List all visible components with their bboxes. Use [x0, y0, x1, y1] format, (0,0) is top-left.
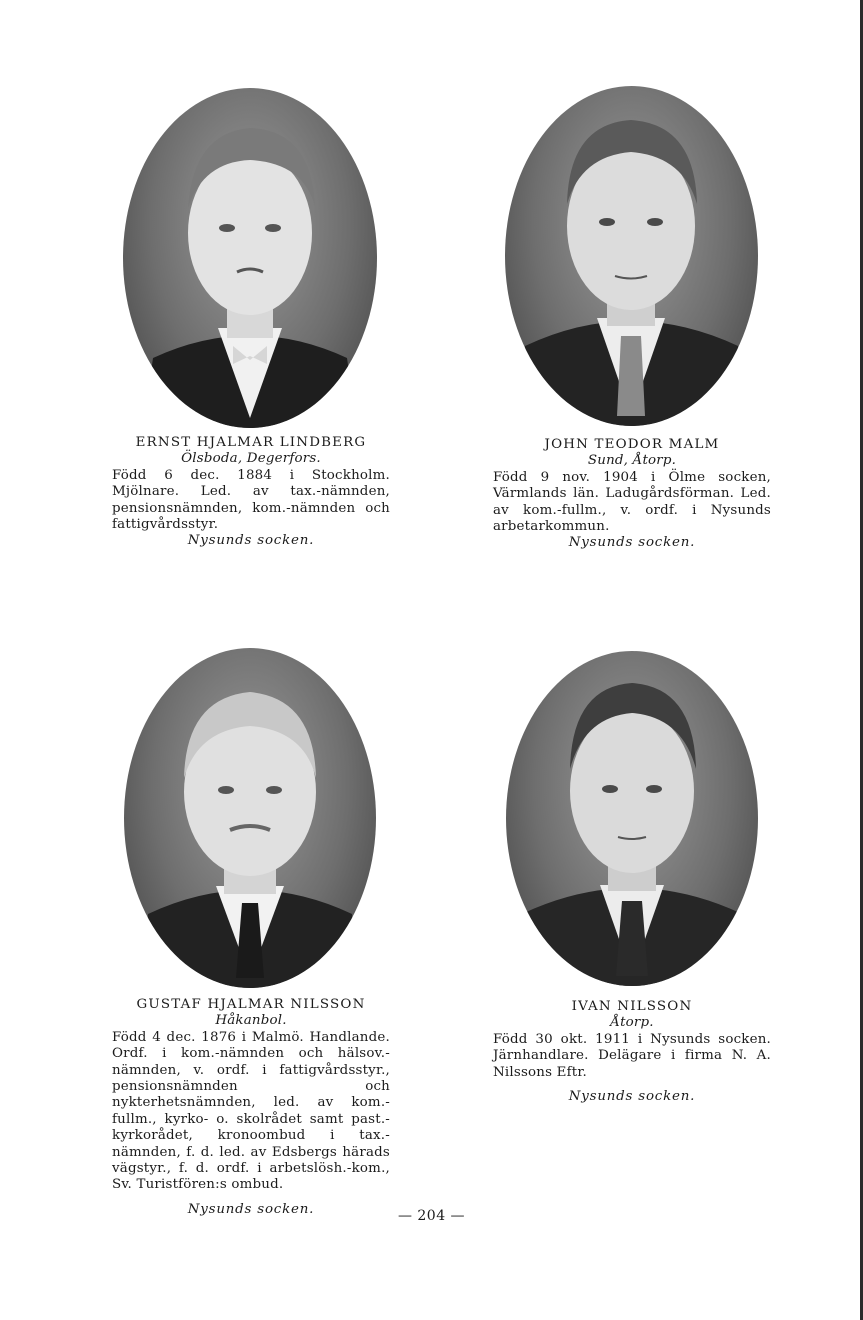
person-residence: Sund, Åtorp. — [587, 453, 677, 469]
portrait-figure-icon — [123, 88, 377, 428]
person-parish: Nysunds socken. — [187, 1201, 315, 1217]
person-residence: Håkanbol. — [215, 1013, 287, 1029]
person-name: IVAN NILSSON — [571, 999, 693, 1014]
portrait-photo-gustaf-nilsson — [124, 648, 376, 988]
portrait-photo-lindberg — [123, 88, 377, 428]
person-name: GUSTAF HJALMAR NILSSON — [136, 997, 366, 1012]
page-number: — 204 — — [397, 1208, 466, 1224]
person-parish: Nysunds socken. — [568, 1089, 696, 1105]
person-biography: Född 6 dec. 1884 i Stockholm. Mjölnare. Led. av tax.-nämnden, pensionsnämnden, kom.-nämnden och fattigvårdsstyr. — [112, 467, 390, 533]
portrait-figure-icon — [506, 651, 758, 986]
portrait-photo-ivan-nilsson — [506, 651, 758, 986]
person-name: ERNST HJALMAR LINDBERG — [135, 435, 367, 450]
caption-gustaf-nilsson — [112, 997, 390, 1218]
portrait-figure-icon — [124, 648, 376, 988]
person-residence: Ölsboda, Degerfors. — [181, 451, 321, 467]
portrait-figure-icon — [505, 86, 758, 426]
person-residence: Åtorp. — [610, 1015, 654, 1031]
portrait-photo-malm — [505, 86, 758, 426]
person-parish: Nysunds socken. — [568, 535, 696, 551]
caption-lindberg — [112, 435, 390, 550]
person-biography: Född 30 okt. 1911 i Nysunds socken. Järnhandlare. Delägare i firma N. A. Nilssons Eftr. — [493, 1031, 771, 1080]
caption-malm — [493, 437, 771, 552]
person-name: JOHN TEODOR MALM — [544, 437, 720, 452]
caption-ivan-nilsson — [493, 999, 771, 1105]
person-biography: Född 9 nov. 1904 i Ölme socken, Värmlands län. Ladugårdsförman. Led. av kom.-fullm., v. ordf. i Nysunds arbetarkommun. — [493, 469, 771, 535]
person-parish: Nysunds socken. — [187, 533, 315, 549]
person-biography: Född 4 dec. 1876 i Malmö. Handlande. Ordf. i kom.-nämnden och hälsov.-nämnden, v. ordf. i fattigvårdsstyr., pensionsnämnden och nykterhetsnämnden, led. av kom.-fullm., kyrko- o. skolrådet samt past.-kyrkorådet, kronoombud i tax.-nämnden, f. d. led. av Edsbergs härads vägstyr., f. d. ordf. i arbetslösh.-kom., Sv. Turistfören:s ombud. — [112, 1029, 390, 1193]
